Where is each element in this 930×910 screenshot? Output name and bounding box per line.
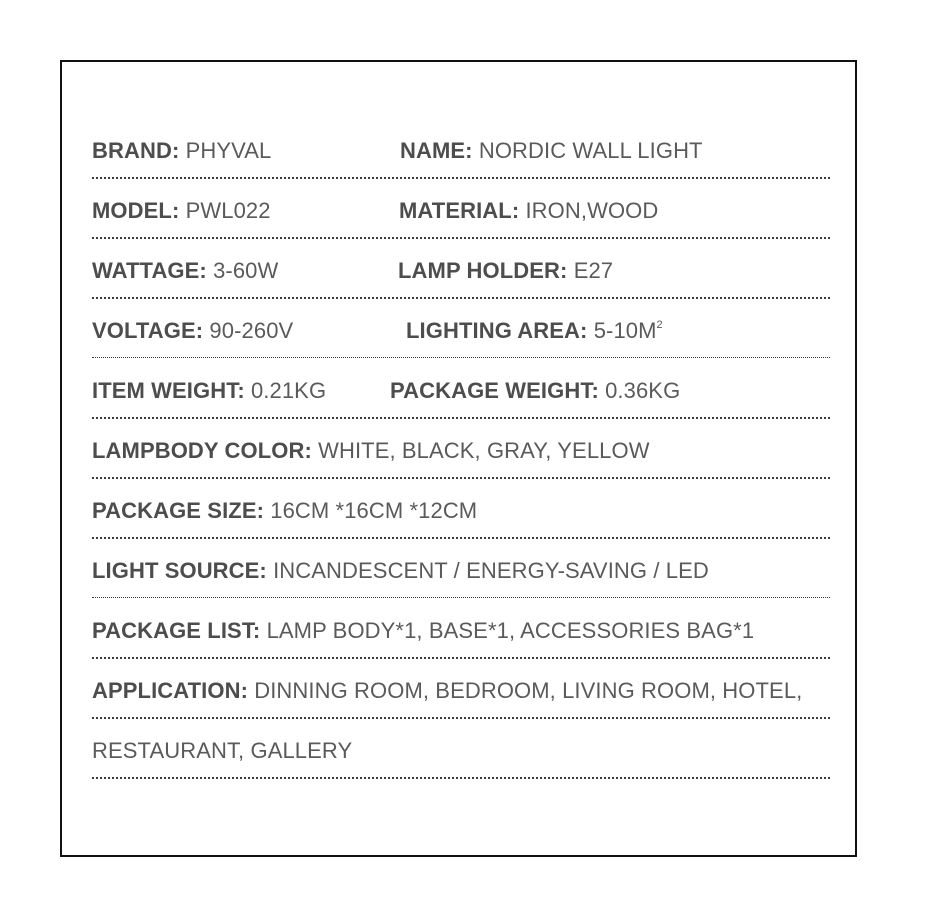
dotted-separator [92,537,830,539]
spec-row [92,137,830,165]
package-list-value: LAMP BODY*1, BASE*1, ACCESSORIES BAG*1 [266,618,755,643]
voltage-label: VOLTAGE: [92,318,204,343]
dotted-separator [92,297,830,299]
item-weight-label: ITEM WEIGHT: [92,378,245,403]
material-spec [399,197,658,225]
application-spec [92,677,802,705]
light-source-spec [92,557,709,585]
lighting-area-label: LIGHTING AREA: [406,318,588,343]
wattage-spec [92,257,278,285]
lighting-area-number: 5-10M [593,318,657,343]
dotted-separator [92,657,830,659]
package-weight-spec [390,377,680,405]
dotted-separator [92,417,830,419]
brand-label: BRAND: [92,138,180,163]
spec-row [92,617,830,645]
wattage-value: 3-60W [213,258,279,283]
package-list-spec [92,617,754,645]
model-spec [92,197,271,225]
item-weight-value: 0.21KG [250,378,327,403]
squared-superscript: 2 [656,319,663,331]
dotted-separator [92,177,830,179]
material-label: MATERIAL: [399,198,520,223]
item-weight-spec [92,377,326,405]
material-value: IRON,WOOD [525,198,659,223]
dotted-separator [92,477,830,479]
brand-value: PHYVAL [185,138,272,163]
application-continuation [92,737,352,765]
dotted-separator [92,717,830,719]
lighting-area-spec [406,317,663,345]
dotted-separator [92,777,830,779]
package-weight-value: 0.36KG [605,378,681,403]
lampbody-color-label: LAMPBODY COLOR: [92,438,312,463]
package-list-label: PACKAGE LIST: [92,618,261,643]
package-size-label: PACKAGE SIZE: [92,498,265,523]
lampbody-color-spec [92,437,650,465]
model-value: PWL022 [185,198,271,223]
package-size-spec [92,497,477,525]
spec-row [92,557,830,585]
voltage-spec [92,317,293,345]
brand-spec [92,137,271,165]
name-value: NORDIC WALL LIGHT [478,138,703,163]
model-label: MODEL: [92,198,180,223]
package-weight-label: PACKAGE WEIGHT: [390,378,599,403]
voltage-value: 90-260V [209,318,294,343]
wattage-label: WATTAGE: [92,258,207,283]
application-value-line2: RESTAURANT, GALLERY [92,738,353,763]
light-source-label: LIGHT SOURCE: [92,558,267,583]
spec-row [92,677,830,705]
name-spec [400,137,703,165]
dotted-separator [92,357,830,358]
package-size-value: 16CM *16CM *12CM [270,498,478,523]
lampbody-color-value: WHITE, BLACK, GRAY, YELLOW [318,438,650,463]
lamp-holder-label: LAMP HOLDER: [398,258,568,283]
application-value-line1: DINNING ROOM, BEDROOM, LIVING ROOM, HOTEL, [254,678,803,703]
name-label: NAME: [400,138,473,163]
lamp-holder-value: E27 [573,258,614,283]
lighting-area-value [594,318,663,343]
light-source-value: INCANDESCENT / ENERGY-SAVING / LED [273,558,709,583]
spec-row [92,497,830,525]
dotted-separator [92,597,830,598]
spec-row [92,257,830,285]
dotted-separator [92,237,830,239]
spec-row [92,737,830,765]
spec-row [92,317,830,345]
spec-row [92,437,830,465]
spec-row [92,197,830,225]
lamp-holder-spec [398,257,613,285]
application-label: APPLICATION: [92,678,249,703]
spec-row [92,377,830,405]
